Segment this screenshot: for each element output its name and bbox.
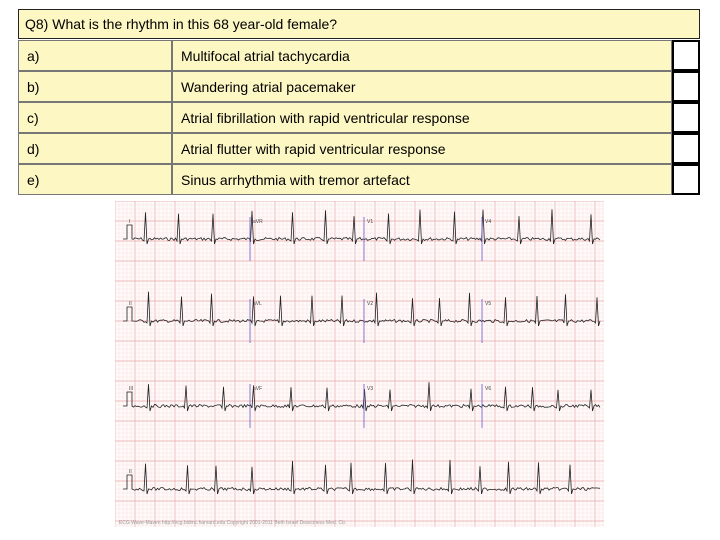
lead-label: V6	[485, 386, 492, 392]
option-text: Multifocal atrial tachycardia	[172, 40, 672, 71]
option-d-checkbox[interactable]	[672, 133, 700, 164]
option-c[interactable]	[18, 102, 700, 133]
option-d[interactable]	[18, 133, 700, 164]
option-b-checkbox[interactable]	[672, 71, 700, 102]
option-c-checkbox[interactable]	[672, 102, 700, 133]
lead-label: V5	[485, 301, 492, 307]
lead-label: V1	[367, 219, 374, 225]
lead-label: aVR	[253, 219, 263, 225]
lead-label: I	[129, 219, 131, 225]
lead-label: V2	[367, 301, 374, 307]
option-text: Atrial flutter with rapid ventricular response	[172, 133, 672, 164]
ecg-footer: ECG Wave-Maven http://ecg.bidmc.harvard.edu Copyright 2001-2011 Beth Israel Deaconess Med. Ctr.	[119, 520, 347, 526]
option-letter: a)	[18, 40, 172, 71]
question-header: Q8) What is the rhythm in this 68 year-old female?	[18, 9, 700, 39]
option-b[interactable]	[18, 71, 700, 102]
option-a[interactable]	[18, 40, 700, 71]
lead-label: V3	[367, 386, 374, 392]
option-text: Sinus arrhythmia with tremor artefact	[172, 164, 672, 195]
option-letter: b)	[18, 71, 172, 102]
lead-label: V4	[485, 219, 492, 225]
lead-label: III	[129, 386, 134, 392]
option-e[interactable]	[18, 164, 700, 195]
option-a-checkbox[interactable]	[672, 40, 700, 71]
option-letter: d)	[18, 133, 172, 164]
option-letter: c)	[18, 102, 172, 133]
option-text: Atrial fibrillation with rapid ventricular response	[172, 102, 672, 133]
lead-label: II	[129, 301, 132, 307]
option-e-checkbox[interactable]	[672, 164, 700, 195]
option-text: Wandering atrial pacemaker	[172, 71, 672, 102]
option-letter: e)	[18, 164, 172, 195]
lead-label: aVF	[253, 386, 263, 392]
ecg-strip	[115, 201, 604, 527]
lead-label: aVL	[253, 301, 262, 307]
lead-label: II	[129, 469, 132, 475]
